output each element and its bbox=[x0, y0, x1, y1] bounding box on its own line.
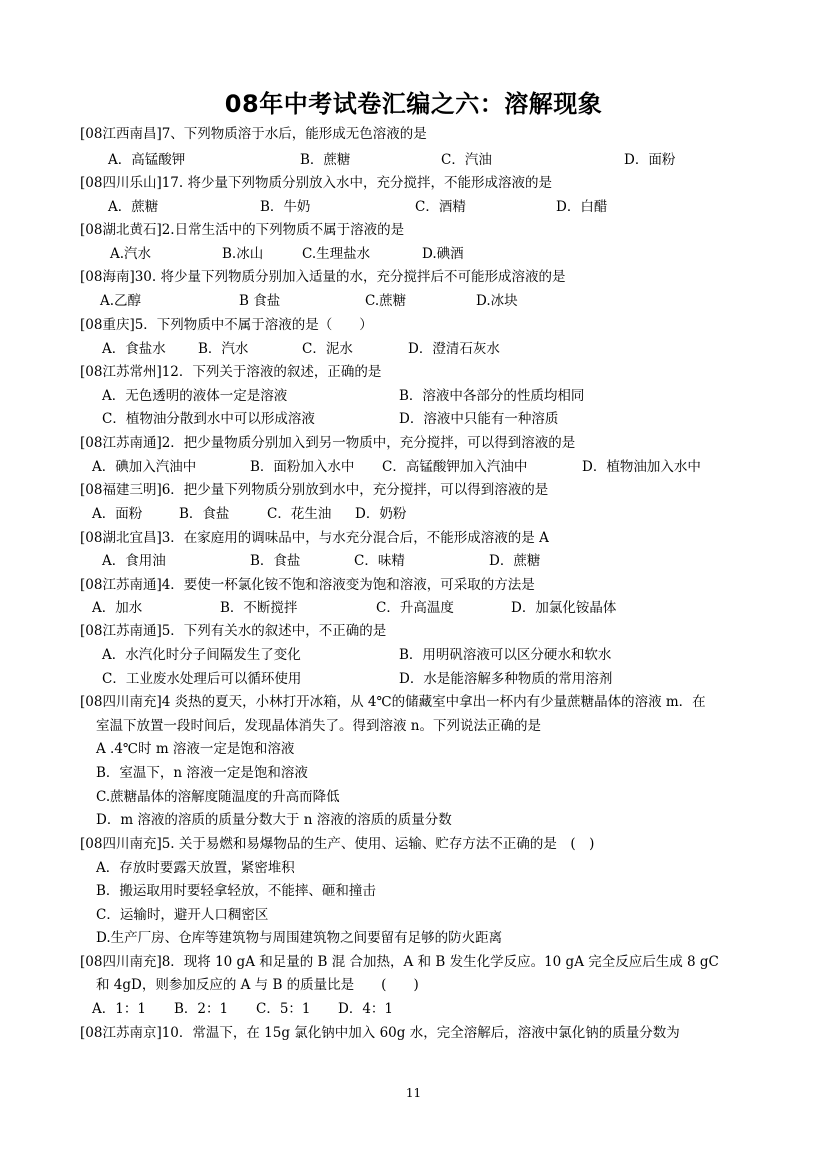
option-c: C．工业废水处理后可以循环使用 bbox=[102, 671, 302, 687]
option-c: C．运输时，避开人口稠密区 bbox=[96, 907, 269, 923]
option-b: B．食盐 bbox=[250, 553, 301, 569]
option-a: A．面粉 bbox=[92, 506, 143, 522]
option-a: A．1：1 bbox=[92, 1001, 146, 1017]
question-stem: [08江苏南通]5．下列有关水的叙述中，不正确的是 bbox=[80, 623, 387, 639]
option-b: B.冰山 bbox=[222, 246, 264, 262]
question-options bbox=[102, 552, 540, 570]
option-b: B．用明矾溶液可以区分硬水和软水 bbox=[399, 647, 612, 663]
option-b: B．蔗糖 bbox=[300, 152, 351, 168]
question-stem-continued: 和 4gD，则参加反应的 A 与 B 的质量比是 ( ) bbox=[96, 977, 419, 993]
question-options bbox=[92, 505, 406, 523]
option-d: D．溶液中只能有一种溶质 bbox=[399, 411, 559, 427]
option-a: A．无色透明的液体一定是溶液 bbox=[102, 388, 288, 404]
option-d: D．蔗糖 bbox=[489, 553, 541, 569]
question-stem: [08四川南充]4 炎热的夏天，小林打开冰箱，从 4℃的储藏室中拿出一杯内有少量蔗糖晶体的溶液 m．在 bbox=[80, 694, 706, 710]
option-d: D．面粉 bbox=[624, 152, 676, 168]
option-b: B．搬运取用时要轻拿轻放，不能摔、砸和撞击 bbox=[96, 883, 376, 899]
question-options bbox=[92, 599, 616, 617]
option-c: C．泥水 bbox=[302, 341, 353, 357]
option-b: B．2：1 bbox=[174, 1001, 229, 1017]
question-options bbox=[102, 670, 612, 688]
question-stem: [08海南]30. 将少量下列物质分别加入适量的水，充分搅拌后不可能形成溶液的是 bbox=[80, 269, 566, 285]
option-c: C．5：1 bbox=[256, 1001, 311, 1017]
option-c: C．植物油分散到水中可以形成溶液 bbox=[102, 411, 315, 427]
question-options bbox=[108, 151, 675, 169]
option-a: A．食盐水 bbox=[102, 341, 166, 357]
option-b: B．溶液中各部分的性质均相同 bbox=[399, 388, 585, 404]
question-options bbox=[102, 646, 611, 664]
option-d: D．m 溶液的溶质的质量分数大于 n 溶液的溶质的质量分数 bbox=[96, 812, 452, 828]
option-a: A．加水 bbox=[92, 600, 143, 616]
option-a: A．食用油 bbox=[102, 553, 166, 569]
option-a: A．碘加入汽油中 bbox=[92, 459, 197, 475]
option-d: D.冰块 bbox=[476, 293, 518, 309]
question-stem: [08四川南充]5. 关于易燃和易爆物品的生产、使用、运输、贮存方法不正确的是 ( ) bbox=[80, 836, 595, 852]
option-d: D．4：1 bbox=[338, 1001, 394, 1017]
question-options bbox=[102, 340, 500, 358]
option-d: D.生产厂房、仓库等建筑物与周围建筑物之间要留有足够的防火距离 bbox=[96, 930, 503, 946]
option-d: D．奶粉 bbox=[355, 506, 407, 522]
question-options bbox=[100, 292, 518, 310]
question-options bbox=[108, 198, 607, 216]
option-c: C．汽油 bbox=[441, 152, 492, 168]
option-b: B 食盐 bbox=[239, 293, 281, 309]
option-a: A.汽水 bbox=[110, 246, 152, 262]
question-options bbox=[102, 410, 558, 428]
option-c: C．高锰酸钾加入汽油中 bbox=[382, 459, 528, 475]
option-a: A.乙醇 bbox=[100, 293, 142, 309]
option-d: D．植物油加入水中 bbox=[582, 459, 701, 475]
option-c: C．升高温度 bbox=[376, 600, 454, 616]
question-options bbox=[92, 458, 701, 476]
option-c: C．味精 bbox=[354, 553, 405, 569]
option-a: A．高锰酸钾 bbox=[108, 152, 186, 168]
option-d: D．白醋 bbox=[556, 199, 608, 215]
page-number: 11 bbox=[405, 1086, 422, 1100]
option-a: A .4℃时 m 溶液一定是饱和溶液 bbox=[96, 741, 295, 757]
page-title: 08年中考试卷汇编之六：溶解现象 bbox=[224, 90, 603, 118]
option-a: A．水汽化时分子间隔发生了变化 bbox=[102, 647, 301, 663]
option-b: B．室温下，n 溶液一定是饱和溶液 bbox=[96, 765, 308, 781]
option-b: B．食盐 bbox=[179, 506, 230, 522]
question-stem: [08湖北黄石]2.日常生活中的下列物质不属于溶液的是 bbox=[80, 222, 405, 238]
question-stem: [08重庆]5．下列物质中不属于溶液的是（ ） bbox=[80, 317, 373, 333]
question-stem: [08四川南充]8．现将 10 gA 和足量的 B 混 合加热，A 和 B 发生化学反应。10 gA 完全反应后生成 8 gC bbox=[80, 954, 719, 970]
question-stem: [08四川乐山]17. 将少量下列物质分别放入水中，充分搅拌，不能形成溶液的是 bbox=[80, 175, 552, 191]
option-b: B．牛奶 bbox=[260, 199, 311, 215]
option-d: D．澄清石灰水 bbox=[408, 341, 500, 357]
option-d: D．水是能溶解多种物质的常用溶剂 bbox=[399, 671, 613, 687]
option-d: D.碘酒 bbox=[422, 246, 464, 262]
option-c: C．花生油 bbox=[267, 506, 332, 522]
option-b: B．不断搅拌 bbox=[220, 600, 298, 616]
option-b: B．面粉加入水中 bbox=[250, 459, 355, 475]
question-stem: [08江西南昌]7、下列物质溶于水后，能形成无色溶液的是 bbox=[80, 126, 427, 142]
option-a: A．蔗糖 bbox=[108, 199, 159, 215]
option-c: C.生理盐水 bbox=[302, 246, 371, 262]
question-stem: [08福建三明]6．把少量下列物质分别放到水中，充分搅拌，可以得到溶液的是 bbox=[80, 482, 549, 498]
option-c: C.蔗糖晶体的溶解度随温度的升高而降低 bbox=[96, 789, 340, 805]
question-options bbox=[110, 245, 464, 263]
option-a: A．存放时要露天放置，紧密堆积 bbox=[96, 860, 295, 876]
question-stem: [08江苏南通]2．把少量物质分别加入到另一物质中，充分搅拌，可以得到溶液的是 bbox=[80, 435, 576, 451]
question-stem-continued: 室温下放置一段时间后，发现晶体消失了。得到溶液 n。下列说法正确的是 bbox=[96, 718, 541, 734]
question-stem: [08湖北宜昌]3．在家庭用的调味品中，与水充分混合后，不能形成溶液的是 A bbox=[80, 530, 549, 546]
question-options bbox=[102, 387, 584, 405]
option-d: D．加氯化铵晶体 bbox=[511, 600, 617, 616]
question-stem: [08江苏常州]12．下列关于溶液的叙述，正确的是 bbox=[80, 364, 382, 380]
option-b: B．汽水 bbox=[198, 341, 249, 357]
option-c: C.蔗糖 bbox=[365, 293, 407, 309]
question-stem: [08江苏南通]4．要使一杯氯化铵不饱和溶液变为饱和溶液，可采取的方法是 bbox=[80, 577, 535, 593]
question-stem: [08江苏南京]10．常温下，在 15g 氯化钠中加入 60g 水，完全溶解后，溶液中氯化钠的质量分数为 bbox=[80, 1025, 680, 1041]
question-options bbox=[92, 1000, 393, 1018]
option-c: C．酒精 bbox=[415, 199, 466, 215]
